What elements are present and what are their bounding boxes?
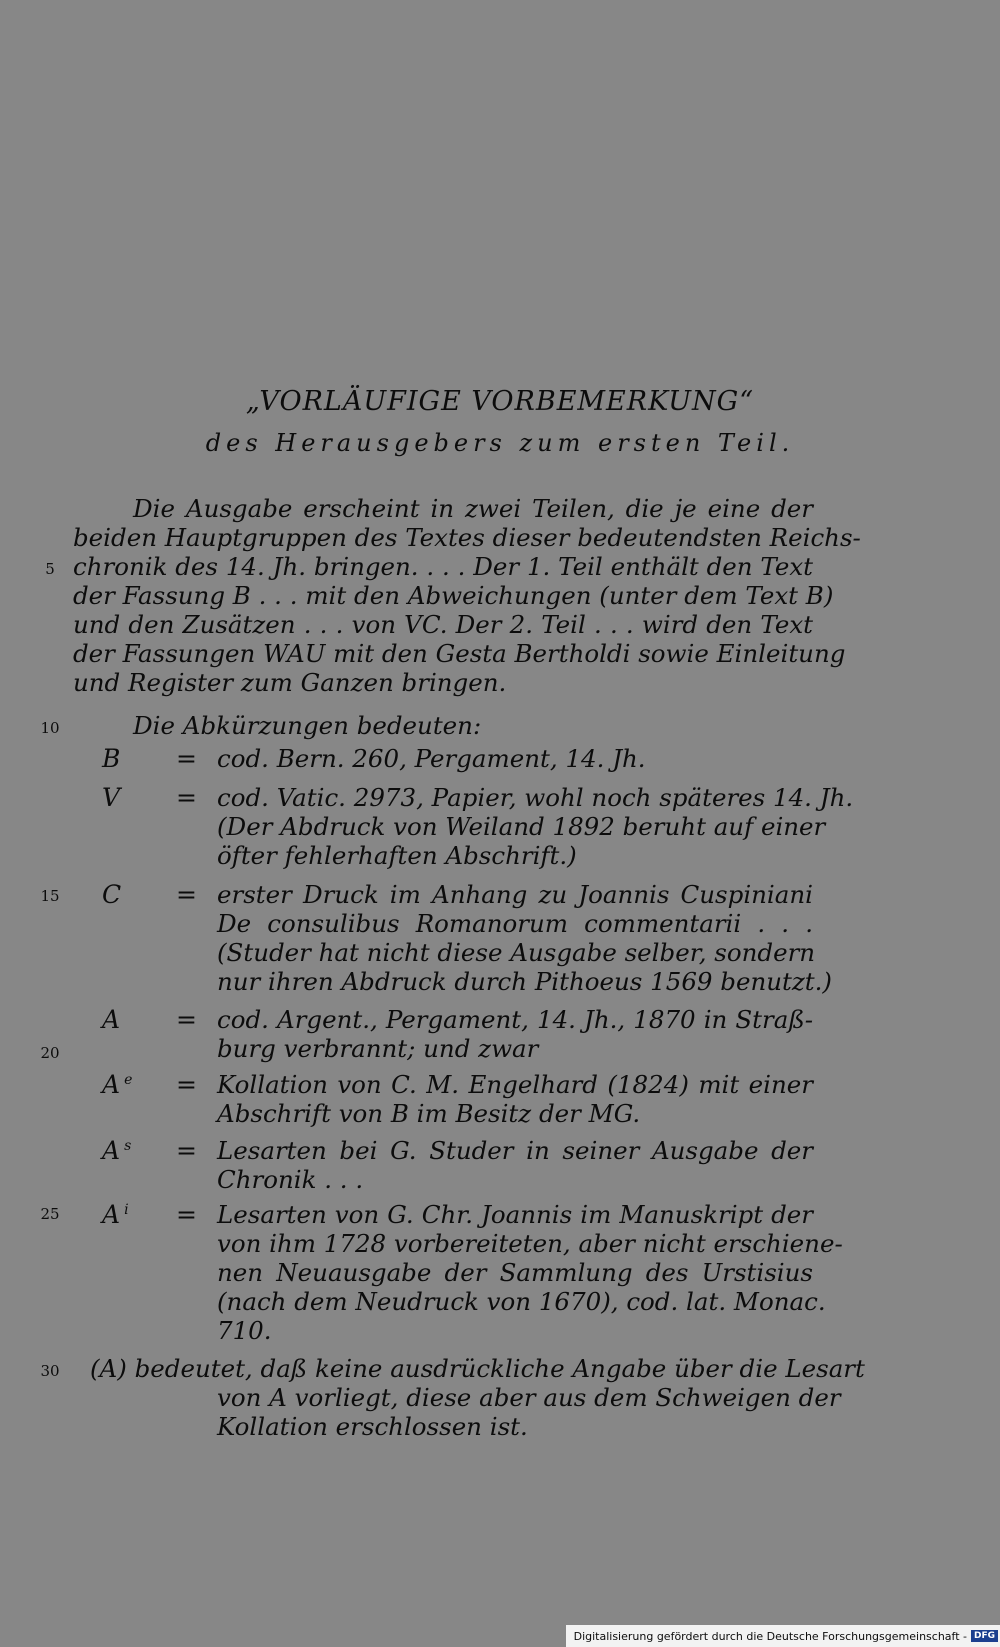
- entry-line: (Der Abdruck von Weiland 1892 beruht auf einer: [217, 812, 826, 841]
- entry-line: nur ihren Abdruck durch Pithoeus 1569 benutzt.): [217, 967, 832, 996]
- siglum: A $^e$: [102, 1070, 133, 1099]
- equals-sign: =: [176, 783, 197, 812]
- entry-line: Kollation von C. M. Engelhard (1824) mit einer: [217, 1070, 813, 1099]
- equals-sign: =: [176, 1070, 197, 1099]
- abbrev-intro: Die Abkürzungen bedeuten:: [133, 711, 482, 740]
- siglum: A $^i$: [102, 1200, 129, 1229]
- intro-line: und Register zum Ganzen bringen.: [73, 668, 507, 697]
- line-number: 15: [40, 887, 60, 905]
- equals-sign: =: [176, 1005, 197, 1034]
- entry-line: öfter fehlerhaften Abschrift.): [217, 841, 577, 870]
- line-number: 20: [40, 1044, 60, 1062]
- final-line: von A vorliegt, diese aber aus dem Schweigen der: [217, 1383, 841, 1412]
- intro-line: beiden Hauptgruppen des Textes dieser bedeutendsten Reichs-: [73, 523, 861, 552]
- equals-sign: =: [176, 1200, 197, 1229]
- line-number: 30: [40, 1362, 60, 1380]
- siglum: A: [102, 1005, 121, 1034]
- intro-line: und den Zusätzen . . . von VC. Der 2. Teil . . . wird den Text: [73, 610, 813, 639]
- entry-line: Lesarten von G. Chr. Joannis im Manuskript der: [217, 1200, 813, 1229]
- line-number: 5: [45, 560, 55, 578]
- equals-sign: =: [176, 880, 197, 909]
- entry-line: Chronik . . .: [217, 1165, 364, 1194]
- entry-line: 710.: [217, 1316, 272, 1345]
- entry-line: cod. Vatic. 2973, Papier, wohl noch späteres 14. Jh.: [217, 783, 854, 812]
- entry-line: Lesarten bei G. Studer in seiner Ausgabe der: [217, 1136, 813, 1165]
- intro-line: Die Ausgabe erscheint in zwei Teilen, die je eine der: [133, 494, 813, 523]
- entry-line: erster Druck im Anhang zu Joannis Cuspiniani: [217, 880, 813, 909]
- entry-line: cod. Argent., Pergament, 14. Jh., 1870 in Straß-: [217, 1005, 813, 1034]
- intro-line: der Fassung B . . . mit den Abweichungen (unter dem Text B): [73, 581, 834, 610]
- page-title: „VORLÄUFIGE VORBEMERKUNG“: [245, 386, 755, 417]
- dfg-logo: DFG: [971, 1630, 998, 1642]
- entry-line: von ihm 1728 vorbereiteten, aber nicht erschiene-: [217, 1229, 843, 1258]
- entry-line: Abschrift von B im Besitz der MG.: [217, 1099, 641, 1128]
- final-line: (A) bedeutet, daß keine ausdrückliche Angabe über die Lesart: [90, 1354, 865, 1383]
- intro-line: der Fassungen WAU mit den Gesta Bertholdi sowie Einleitung: [73, 639, 846, 668]
- line-number: 10: [40, 719, 60, 737]
- siglum: V: [102, 783, 121, 812]
- page-subtitle: des Herausgebers zum ersten Teil.: [205, 429, 795, 457]
- siglum: A $^s$: [102, 1136, 132, 1165]
- siglum: B: [102, 744, 121, 773]
- siglum: C: [102, 880, 122, 909]
- footer-text: Digitalisierung gefördert durch die Deutsche Forschungsgemeinschaft -: [573, 1629, 967, 1643]
- line-number: 25: [40, 1205, 60, 1223]
- entry-line: cod. Bern. 260, Pergament, 14. Jh.: [217, 744, 646, 773]
- entry-line: burg verbrannt; und zwar: [217, 1034, 539, 1063]
- intro-line: chronik des 14. Jh. bringen. . . . Der 1. Teil enthält den Text: [73, 552, 813, 581]
- equals-sign: =: [176, 744, 197, 773]
- entry-line: nen Neuausgabe der Sammlung des Urstisius: [217, 1258, 813, 1287]
- entry-line: (Studer hat nicht diese Ausgabe selber, sondern: [217, 938, 816, 967]
- final-line: Kollation erschlossen ist.: [217, 1412, 528, 1441]
- equals-sign: =: [176, 1136, 197, 1165]
- funding-footer: [566, 1625, 1000, 1647]
- entry-line: (nach dem Neudruck von 1670), cod. lat. Monac.: [217, 1287, 826, 1316]
- entry-line: De consulibus Romanorum commentarii . . .: [217, 909, 813, 938]
